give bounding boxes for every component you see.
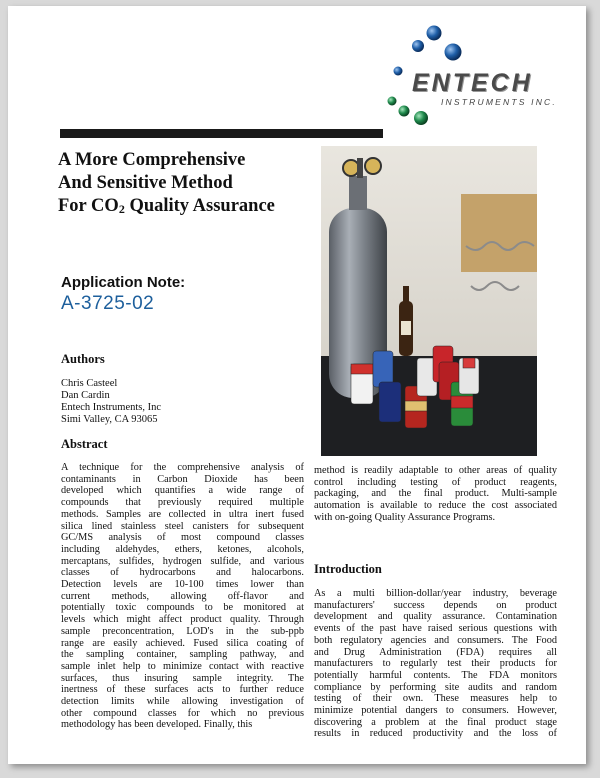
text-line: As a multi billion-dollar/year industry, beverage <box>314 588 557 599</box>
text-line: and Drug Administration (FDA) requires all <box>314 646 557 658</box>
text-line: potentially toxic compounds to be monitored at <box>61 602 304 614</box>
introduction-body <box>314 588 557 740</box>
text-line: manufacturers' success depends on product <box>314 599 557 611</box>
text-line: manufacturers to regularly test their products for <box>314 658 557 670</box>
text-line: mercaptans, sulfides, hydrogen sulfide, and various <box>61 555 304 567</box>
text-line: classes of hydrocarbons and halocarbons. <box>61 567 304 579</box>
text-line: method is readily adaptable to other areas of quality <box>314 465 557 476</box>
abstract-col1 <box>61 462 304 731</box>
text-line: packaging, and the final product. Multi-sample <box>314 488 557 500</box>
authors-heading: Authors <box>61 352 105 366</box>
text-line: events of the past have raised serious questions with <box>314 623 557 635</box>
text-line: silica lined stainless steel canisters for subsequent <box>61 520 304 532</box>
title-line: And Sensitive Method <box>58 173 233 193</box>
application-note-number: A-3725-02 <box>61 293 155 314</box>
header-rule <box>60 129 383 138</box>
text-line: both regulatory agencies and consumers. The Food <box>314 634 557 646</box>
text-line: the sampling container, sampling pathway, and <box>61 649 304 661</box>
text-line: results in reduced productivity and the loss of <box>314 728 557 740</box>
text-line: compliance by performing site audits and random <box>314 681 557 693</box>
text-line: sample inlet help to minimize contact with reactive <box>61 660 304 672</box>
text-line: discovering a problem at the final product stage <box>314 716 557 728</box>
author-line: Simi Valley, CA 93065 <box>61 414 158 425</box>
logo-wordmark: ENTECH <box>412 69 533 97</box>
text-line: surfaces, thus insuring sample integrity. The <box>61 672 304 684</box>
abstract-col2 <box>314 465 557 524</box>
text-line: methods. Samples are collected in ultra inert fused <box>61 508 304 520</box>
logo-tagline: INSTRUMENTS INC. <box>441 97 557 107</box>
title-line: A More Comprehensive <box>58 150 246 170</box>
text-line: minimize potential dangers to consumers. However, <box>314 705 557 717</box>
document-page <box>8 6 586 764</box>
author-line: Entech Instruments, Inc <box>61 402 162 413</box>
text-line: levels which might affect product quality. Through <box>61 614 304 626</box>
abstract-heading: Abstract <box>61 437 108 451</box>
text-line: A technique for the comprehensive analysis of <box>61 462 304 473</box>
application-note-label: Application Note: <box>61 274 186 291</box>
text-line: developed which quantifies a wide range of <box>61 485 304 497</box>
co2-cylinder-photo <box>321 146 537 456</box>
title-line: For CO2 Quality Assurance <box>58 196 275 216</box>
text-line: inertness of these surfaces acts to further reduce <box>61 684 304 696</box>
author-line: Dan Cardin <box>61 390 110 401</box>
text-line: detection limits while allowing investigation of <box>61 696 304 708</box>
text-line: development and quality assurance. Contamination <box>314 611 557 623</box>
text-line: potentially harmful contents. The FDA monitors <box>314 669 557 681</box>
subscript: 2 <box>118 202 125 216</box>
text-line: including aldehydes, ethers, ketones, alcohols, <box>61 543 304 555</box>
text-line: automation is available to reduce the cost associated <box>314 500 557 512</box>
text-line: control including testing of product reagents, <box>314 476 557 488</box>
text-line: testing of their own. These measures help to <box>314 693 557 705</box>
introduction-heading: Introduction <box>314 562 382 576</box>
text-line: Detection levels are 10-100 times lower than <box>61 579 304 591</box>
page-title <box>58 149 328 221</box>
text-line: methodology has been developed. Finally, this <box>61 719 253 731</box>
text-line: contaminants in Carbon Dioxide has been <box>61 473 304 485</box>
text-line: other compound classes for which no previous <box>61 707 304 719</box>
text-line: sample preconcentration, LOD's in the sub-ppb <box>61 625 304 637</box>
text-line: current methods, allowing off-flavor and <box>61 590 304 602</box>
author-line: Chris Casteel <box>61 378 118 389</box>
text-line: compounds that previously required multiple <box>61 497 304 509</box>
text-line: range are easily achieved. Fused silica coating of <box>61 637 304 649</box>
text-line: with on-going Quality Assurance Programs. <box>314 511 496 523</box>
text-line: GC/MS analysis of most compound classes <box>61 532 304 544</box>
authors-block <box>61 378 161 426</box>
